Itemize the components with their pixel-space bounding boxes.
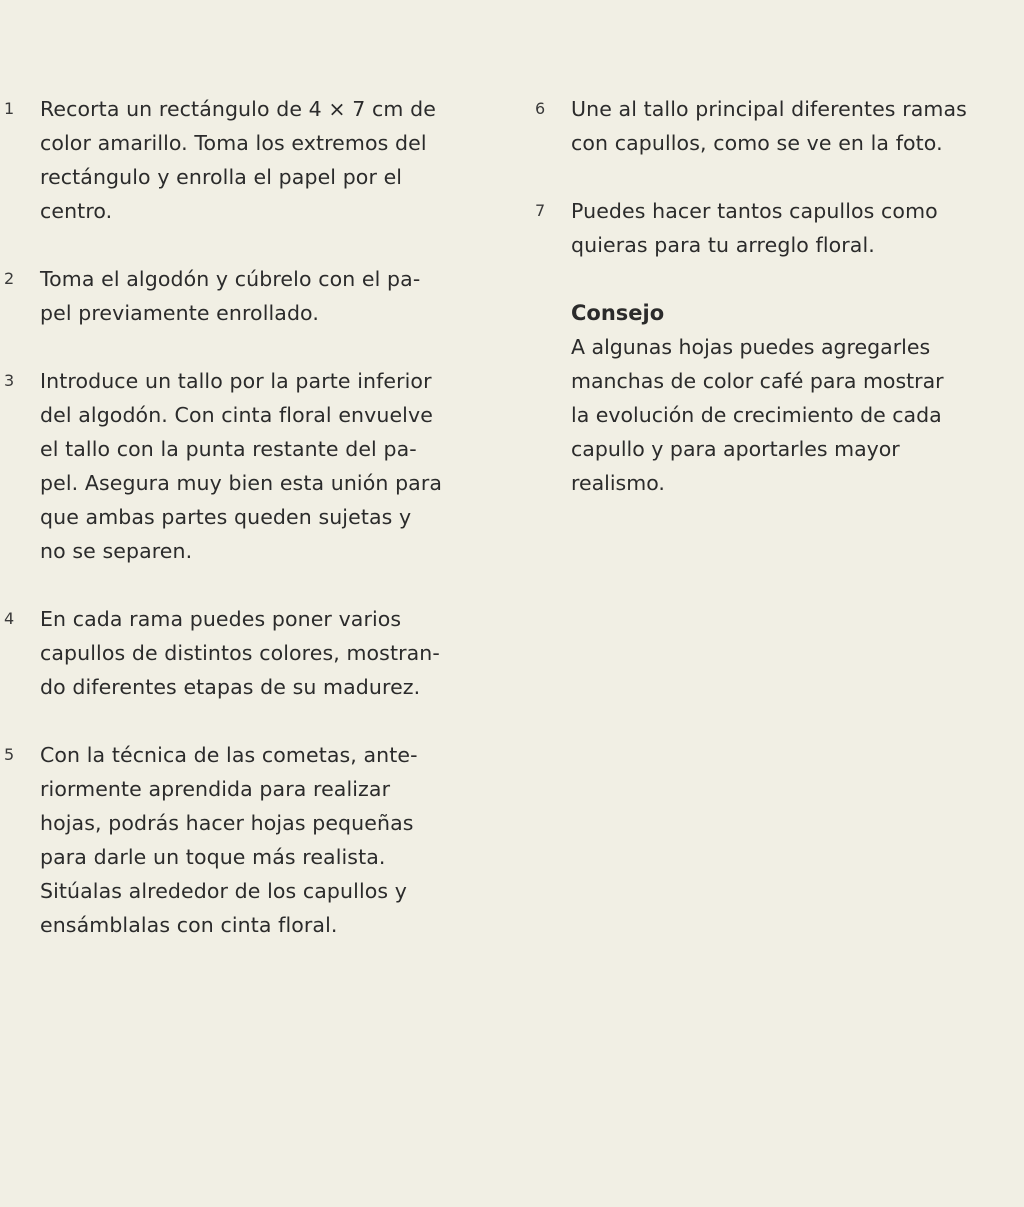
step-7 bbox=[532, 194, 1024, 262]
step-3 bbox=[0, 364, 500, 568]
step-number: 2 bbox=[4, 269, 15, 288]
tip-box bbox=[532, 296, 1024, 500]
step-text: Puedes hacer tantos capullos como quieras para tu arreglo floral. bbox=[571, 199, 938, 257]
step-4 bbox=[0, 602, 500, 704]
steps-left-column bbox=[0, 92, 500, 976]
step-text: Recorta un rectángulo de 4 × 7 cm de color amarillo. Toma los extremos del rectángulo y enrolla el papel por el centro. bbox=[40, 97, 436, 223]
step-1 bbox=[0, 92, 500, 228]
step-text: En cada rama puedes poner varios capullos de distintos colores, mostran- do diferentes etapas de su madurez. bbox=[40, 607, 440, 699]
step-6 bbox=[532, 92, 1024, 160]
step-text: Con la técnica de las cometas, ante- riormente aprendida para realizar hojas, podrás hacer hojas pequeñas para darle un toque más realista. Sitúalas alrededor de los capullos y ensámblalas con cinta floral. bbox=[40, 743, 418, 937]
step-text: Une al tallo principal diferentes ramas con capullos, como se ve en la foto. bbox=[571, 97, 967, 155]
step-text: Toma el algodón y cúbrelo con el pa- pel previamente enrollado. bbox=[40, 267, 421, 325]
step-number: 7 bbox=[535, 201, 546, 220]
step-number: 6 bbox=[535, 99, 546, 118]
step-number: 5 bbox=[4, 745, 15, 764]
step-2 bbox=[0, 262, 500, 330]
step-text: Introduce un tallo por la parte inferior del algodón. Con cinta floral envuelve el tallo con la punta restante del pa- pel. Asegura muy bien esta unión para que ambas partes queden sujetas y no se separen. bbox=[40, 369, 443, 563]
tip-text: A algunas hojas puedes agregarles manchas de color café para mostrar la evolución de crecimiento de cada capullo y para aportarles mayor realismo. bbox=[571, 335, 944, 495]
step-number: 4 bbox=[4, 609, 15, 628]
step-number: 1 bbox=[4, 99, 15, 118]
steps-right-column bbox=[532, 92, 1024, 500]
step-5 bbox=[0, 738, 500, 942]
tip-title: Consejo bbox=[571, 301, 665, 325]
step-number: 3 bbox=[4, 371, 15, 390]
